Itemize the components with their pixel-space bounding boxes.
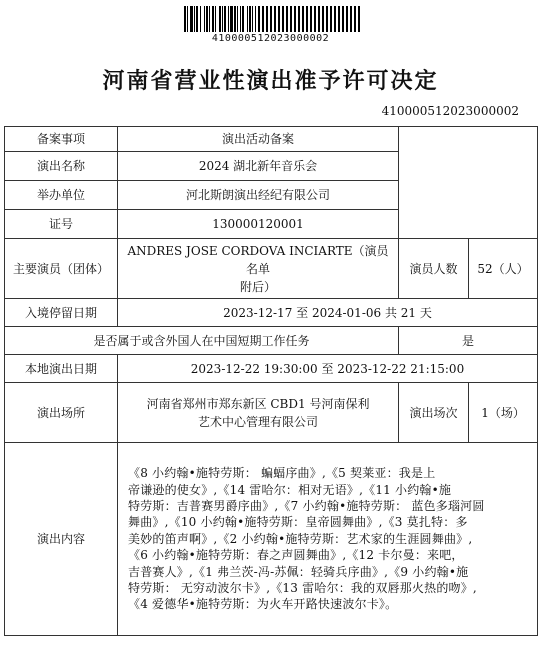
permit-table	[4, 126, 538, 636]
show-name-label: 演出名称	[5, 152, 118, 181]
performer-count-label: 演员人数	[399, 239, 469, 299]
show-dates-label: 本地演出日期	[5, 355, 118, 383]
content-line: 特劳斯：吉普赛男爵序曲》,《7 小约翰•施特劳斯： 蓝色多瑙河圆	[128, 498, 485, 513]
filing-type-label: 备案事项	[5, 127, 118, 152]
cert-no-label: 证号	[5, 210, 118, 239]
content-line: 帝谦逊的使女》,《14 雷哈尔：相对无语》,《11 小约翰•施	[128, 482, 452, 497]
organizer-value: 河北斯朗演出经纪有限公司	[118, 181, 399, 210]
venue-line-1: 河南省郑州市郑东新区 CBD1 号河南保利	[146, 396, 370, 411]
performers-value	[118, 239, 399, 299]
venue-value	[118, 383, 399, 443]
performer-count-value: 52（人）	[469, 239, 538, 299]
performers-label: 主要演员（团体）	[5, 239, 118, 299]
show-count-value: 1（场）	[469, 383, 538, 443]
document-number: 410000512023000002	[381, 104, 519, 118]
content-label: 演出内容	[5, 443, 118, 636]
content-line: 舞曲》,《10 小约翰•施特劳斯：皇帝圆舞曲》,《3 莫扎特：多	[128, 515, 468, 530]
content-line: 特劳斯： 无穷动波尔卡》,《13 雷哈尔：我的双唇那火热的吻》,	[128, 581, 477, 596]
organizer-label: 举办单位	[5, 181, 118, 210]
foreign-work-label: 是否属于或含外国人在中国短期工作任务	[5, 327, 399, 355]
venue-label: 演出场所	[5, 383, 118, 443]
performers-line-1: ANDRES JOSE CORDOVA INCIARTE（演员名单	[127, 243, 389, 276]
barcode-number: 410000512023000002	[211, 33, 330, 44]
venue-line-2: 艺术中心管理有限公司	[198, 414, 319, 429]
content-line: 美妙的笛声啊》,《2 小约翰•施特劳斯：艺术家的生涯圆舞曲》,	[128, 531, 473, 546]
content-line: 《8 小约翰•施特劳斯： 蝙蝠序曲》,《5 契莱亚：我是上	[128, 466, 436, 481]
show-dates-value: 2023-12-22 19:30:00 至 2023-12-22 21:15:00	[118, 355, 538, 383]
stay-dates-value: 2023-12-17 至 2024-01-06 共 21 天	[118, 299, 538, 327]
show-name-value: 2024 湖北新年音乐会	[118, 152, 399, 181]
content-line: 《6 小约翰•施特劳斯：春之声圆舞曲》,《12 卡尔曼：来吧，	[128, 548, 464, 563]
filing-type-value: 演出活动备案	[118, 127, 399, 152]
cert-no-value: 130000120001	[118, 210, 399, 239]
content-line: 《4 爱德华•施特劳斯：为火车开路快速波尔卡》。	[128, 597, 398, 612]
content-value	[118, 443, 538, 636]
document-title: 河南省营业性演出准予许可决定	[102, 69, 439, 94]
foreign-work-value: 是	[399, 327, 538, 355]
barcode	[184, 6, 360, 32]
performers-line-2: 附后）	[240, 279, 277, 294]
blank-cell	[399, 127, 538, 239]
content-line: 吉普赛人》,《1 弗兰茨-冯-苏佩：轻骑兵序曲》,《9 小约翰•施	[128, 564, 469, 579]
stay-dates-label: 入境停留日期	[5, 299, 118, 327]
show-count-label: 演出场次	[399, 383, 469, 443]
